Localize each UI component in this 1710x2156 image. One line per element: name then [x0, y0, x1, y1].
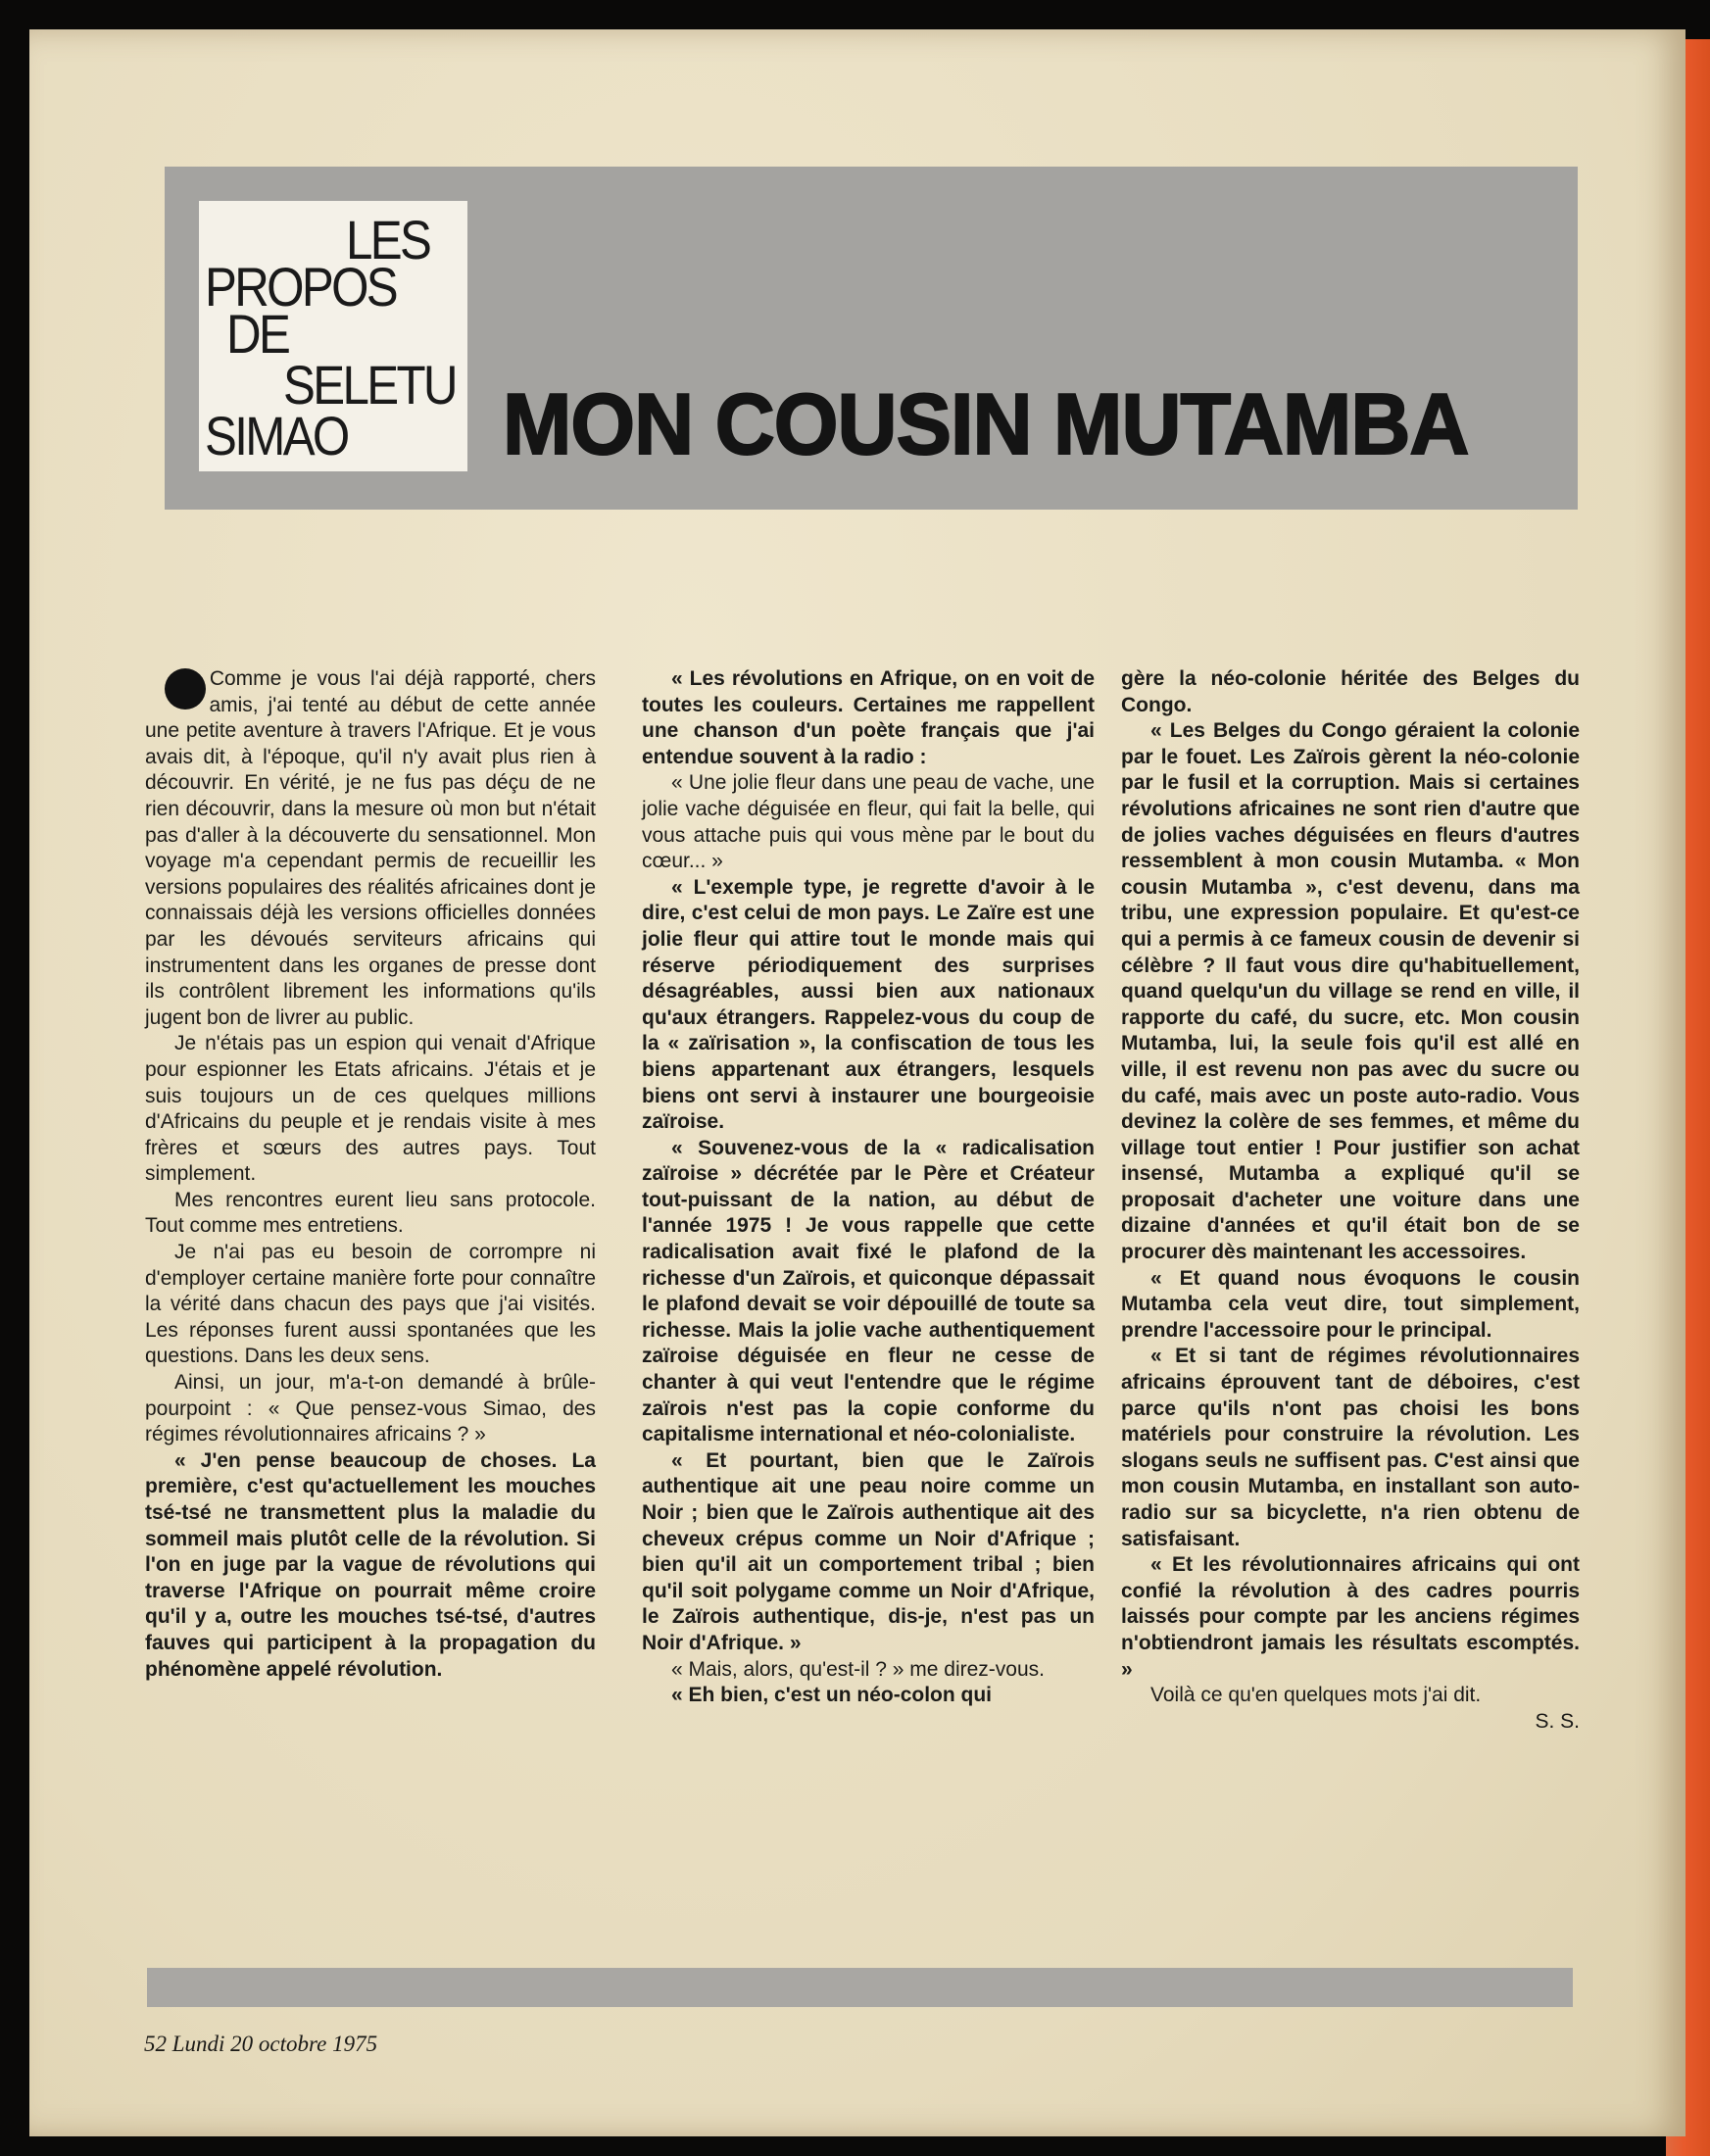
article-paragraph: « Et pourtant, bien que le Zaïrois authentique ait une peau noire comme un Noir ; bien que le Zaïrois authentique ait des cheveux crépus comme un Noir d'Afrique ; bien qu'il ait un comportement tribal ; bien qu'il soit polygame comme un Noir d'Afrique, le Zaïrois authentique, dis-je, n'est pas un Noir d'Afrique. »	[642, 1448, 1095, 1654]
article-paragraph: gère la néo-colonie héritée des Belges du Congo.	[1121, 667, 1580, 716]
article-paragraph: Je n'étais pas un espion qui venait d'Afrique pour espionner les Etats africains. J'étais et je suis toujours un de ces quelques millions d'Africains du peuple et je rendais visite à mes frères et sœurs des autres pays. Tout simplement.	[145, 1032, 596, 1186]
article-column-1	[145, 666, 596, 1683]
article-paragraph: « Souvenez-vous de la « radicalisation zaïroise » décrétée par le Père et Créateur tout-puissant de la nation, au début de l'année 1975 ! Je vous rappelle que cette radicalisation avait fixé le plafond de la richesse d'un Zaïrois, et quiconque dépassait le plafond devait se voir dépouillé de toute sa richesse. Mais la jolie vache authentiquement zaïroise déguisée en fleur ne cesse de chanter à qui veut l'entendre que le régime zaïrois n'est pas la copie conforme du capitalisme international et néo-colonialiste.	[642, 1136, 1095, 1446]
article-paragraph: « Eh bien, c'est un néo-colon qui	[671, 1684, 993, 1707]
article-paragraph: Voilà ce qu'en quelques mots j'ai dit.	[1150, 1684, 1482, 1707]
article-paragraph: « Et quand nous évoquons le cousin Mutamba cela veut dire, tout simplement, prendre l'accessoire pour le principal.	[1121, 1266, 1580, 1342]
lead-bullet-icon	[165, 668, 206, 710]
rubric-line: DE	[226, 303, 289, 365]
article-paragraph: Je n'ai pas eu besoin de corrompre ni d'employer certaine manière forte pour connaître la vérité dans chacun des pays que j'ai visités. Les réponses furent aussi spontanées que les questions. Dans les deux sens.	[145, 1241, 596, 1368]
rubric-line: SELETU	[283, 354, 456, 416]
page-folio: 52 Lundi 20 octobre 1975	[144, 2032, 378, 2056]
article-paragraph: Ainsi, un jour, m'a-t-on demandé à brûle-pourpoint : « Que pensez-vous Simao, des régimes révolutionnaires africains ? »	[145, 1371, 596, 1446]
article-paragraph: « J'en pense beaucoup de choses. La première, c'est qu'actuellement les mouches tsé-tsé ne transmettent plus la maladie du sommeil mais plutôt celle de la révolution. Si l'on en juge par la vague de révolutions qui traverse l'Afrique on pourrait même croire qu'il y a, outre les mouches tsé-tsé, d'autres fauves qui participent à la propagation du phénomène appelé révolution.	[145, 1448, 596, 1681]
article-paragraph: « Et les révolutionnaires africains qui ont confié la révolution à des cadres pourris laissés pour compte par les anciens régimes n'obtiendront jamais les résultats escomptés. »	[1121, 1553, 1580, 1681]
article-paragraph: « Les Belges du Congo géraient la colonie par le fouet. Les Zaïrois gèrent la néo-colonie par le fusil et la corruption. Mais si certaines révolutions africaines ne sont rien d'autre que de jolies vaches déguisées en fleurs d'autres ressemblent à mon cousin Mutamba. « Mon cousin Mutamba », c'est devenu, dans ma tribu, une expression populaire. Et qu'est-ce qui a permis à ce fameux cousin de devenir si célèbre ? Il faut vous dire qu'habituellement, quand quelqu'un du village se rend en ville, il rapporte du café, du sucre, etc. Mon cousin Mutamba, lui, la seule fois qu'il est allé en ville, il est revenu non pas avec du sucre ou du café, mais avec un poste auto-radio. Vous devinez la colère de ses femmes, et même du village tout entier ! Pour justifier son achat insensé, Mutamba a expliqué qu'il se proposait d'acheter une voiture dans une dizaine d'années et qu'il était bon de se procurer dès maintenant les accessoires.	[1121, 719, 1580, 1264]
rubric-line: LES	[346, 209, 430, 270]
rubric-line: PROPOS	[205, 256, 397, 318]
author-signature: S. S.	[1535, 1709, 1580, 1733]
article-paragraph: « Mais, alors, qu'est-il ? » me direz-vous.	[671, 1657, 1045, 1681]
footer-band	[147, 1968, 1573, 2007]
article-paragraph: « Une jolie fleur dans une peau de vache, une jolie vache déguisée en fleur, qui fait la belle, qui vous attache puis qui vous mène par le bout du cœur... »	[642, 771, 1095, 873]
article-paragraph: « Les révolutions en Afrique, on en voit de toutes les couleurs. Certaines me rappellent une chanson d'un poète français que j'ai entendue souvent à la radio :	[642, 667, 1095, 768]
article-paragraph: Comme je vous l'ai déjà rapporté, chers amis, j'ai tenté au début de cette année une petite aventure à travers l'Afrique. Et je vous avais dit, à l'époque, qu'il n'y avait plus rien à découvrir. En vérité, je ne fus pas déçu de ne rien découvrir, dans la mesure où mon but n'était pas d'aller à la découverte du sensationnel. Mon voyage m'a cependant permis de recueillir les versions populaires des réalités africaines dont je connaissais déjà les versions officielles données par les dévoués serviteurs africains qui instrumentent dans les organes de presse dont ils contrôlent librement les informations qu'ils jugent bon de livrer au public.	[145, 667, 596, 1029]
rubric-line: SIMAO	[205, 405, 348, 466]
article-column-3	[1121, 666, 1580, 1735]
article-paragraph: Mes rencontres eurent lieu sans protocole. Tout comme mes entretiens.	[145, 1188, 596, 1238]
article-column-2	[642, 666, 1095, 1709]
article-headline: MON COUSIN MUTAMBA	[503, 375, 1469, 472]
article-paragraph: « L'exemple type, je regrette d'avoir à le dire, c'est celui de mon pays. Le Zaïre est une jolie fleur qui attire tout le monde mais qui réserve périodiquement des surprises désagréables, aussi bien aux nationaux qu'aux étrangers. Rappelez-vous du coup de la « zaïrisation », la confiscation de tous les biens appartenant aux étrangers, lesquels biens ont servi à instaurer une bourgeoisie zaïroise.	[642, 875, 1095, 1134]
rubric-box	[199, 201, 467, 471]
article-paragraph: « Et si tant de régimes révolutionnaires africains éprouvent tant de déboires, c'est parce qu'ils n'ont pas choisi les bons matériels pour construire la révolution. Les slogans seuls ne suffisent pas. C'est ainsi que mon cousin Mutamba, en installant son auto-radio sur sa bicyclette, n'a rien obtenu de satisfaisant.	[1121, 1345, 1580, 1550]
